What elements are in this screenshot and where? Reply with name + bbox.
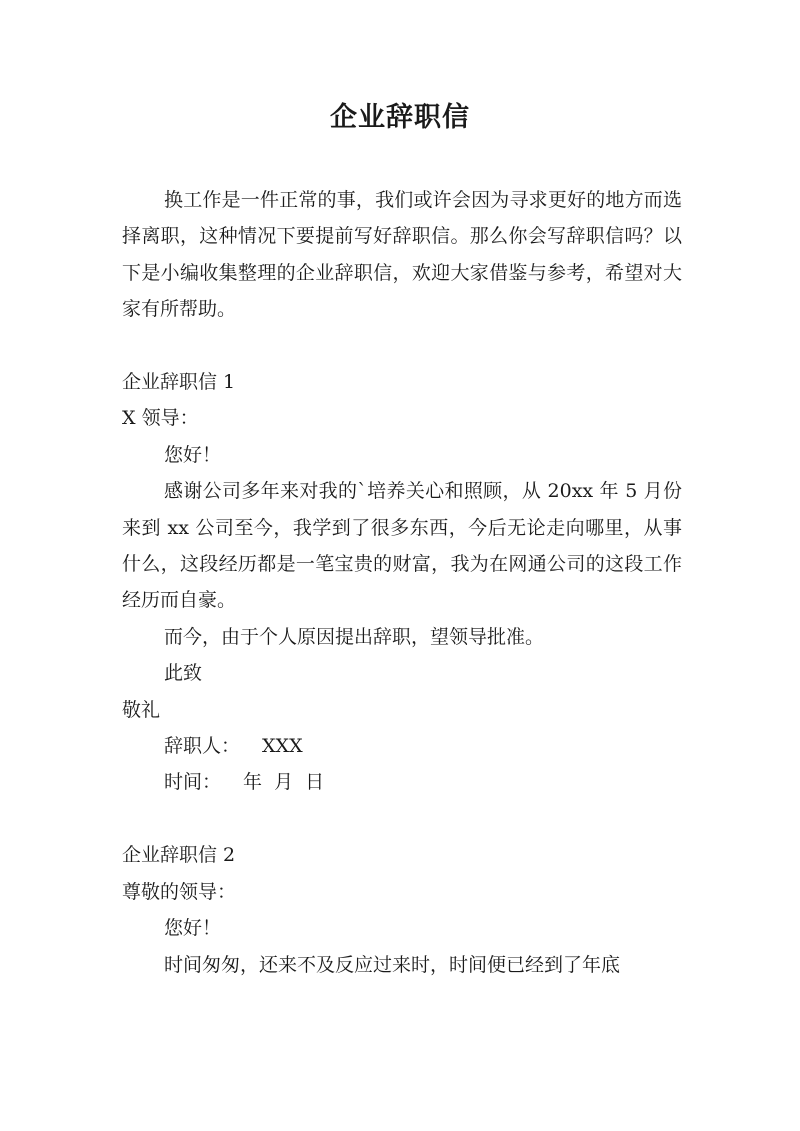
- letter1-paragraph-2: 而今，由于个人原因提出辞职，望领导批准。: [164, 625, 545, 648]
- date-value: 年 月 日: [243, 771, 325, 794]
- letter2-salutation: 尊敬的领导：: [122, 880, 237, 903]
- letter2-paragraph-1: 时间匆匆，还来不及反应过来时，时间便已经到了年底: [164, 953, 621, 976]
- letter1-salutation: X 领导：: [122, 407, 199, 430]
- letter1-signer-line: [122, 728, 682, 764]
- document-title: 企业辞职信: [330, 102, 470, 133]
- letter2-greeting: 您好！: [164, 917, 222, 940]
- letter1-paragraph-1: 感谢公司多年来对我的`培养关心和照顾，从 20xx 年 5 月份来到 xx 公司至今，我学到了很多东西，今后无论走向哪里，从事什么，这段经历都是一笔宝贵的财富，我为在网通公司的这段工作经历而自豪。: [122, 480, 682, 612]
- letter2-heading: 企业辞职信 2: [122, 844, 236, 867]
- document-body: [122, 182, 682, 983]
- date-label: 时间：: [164, 771, 222, 794]
- letter1-greeting: 您好！: [164, 443, 222, 466]
- paragraph-gap: [122, 801, 682, 837]
- signer-label: 辞职人：: [164, 735, 241, 758]
- intro-paragraph: 换工作是一件正常的事，我们或许会因为寻求更好的地方而选择离职，这种情况下要提前写好辞职信。那么你会写辞职信吗？以下是小编收集整理的企业辞职信，欢迎大家借鉴与参考，希望对大家有所帮助。: [122, 189, 682, 321]
- paragraph-gap: [122, 328, 682, 364]
- letter1-heading: 企业辞职信 1: [122, 371, 236, 394]
- signer-name: XXX: [262, 735, 303, 758]
- letter1-closing-2: 敬礼: [122, 698, 161, 721]
- letter1-date-line: [122, 764, 682, 800]
- letter1-closing-1: 此致: [164, 662, 203, 685]
